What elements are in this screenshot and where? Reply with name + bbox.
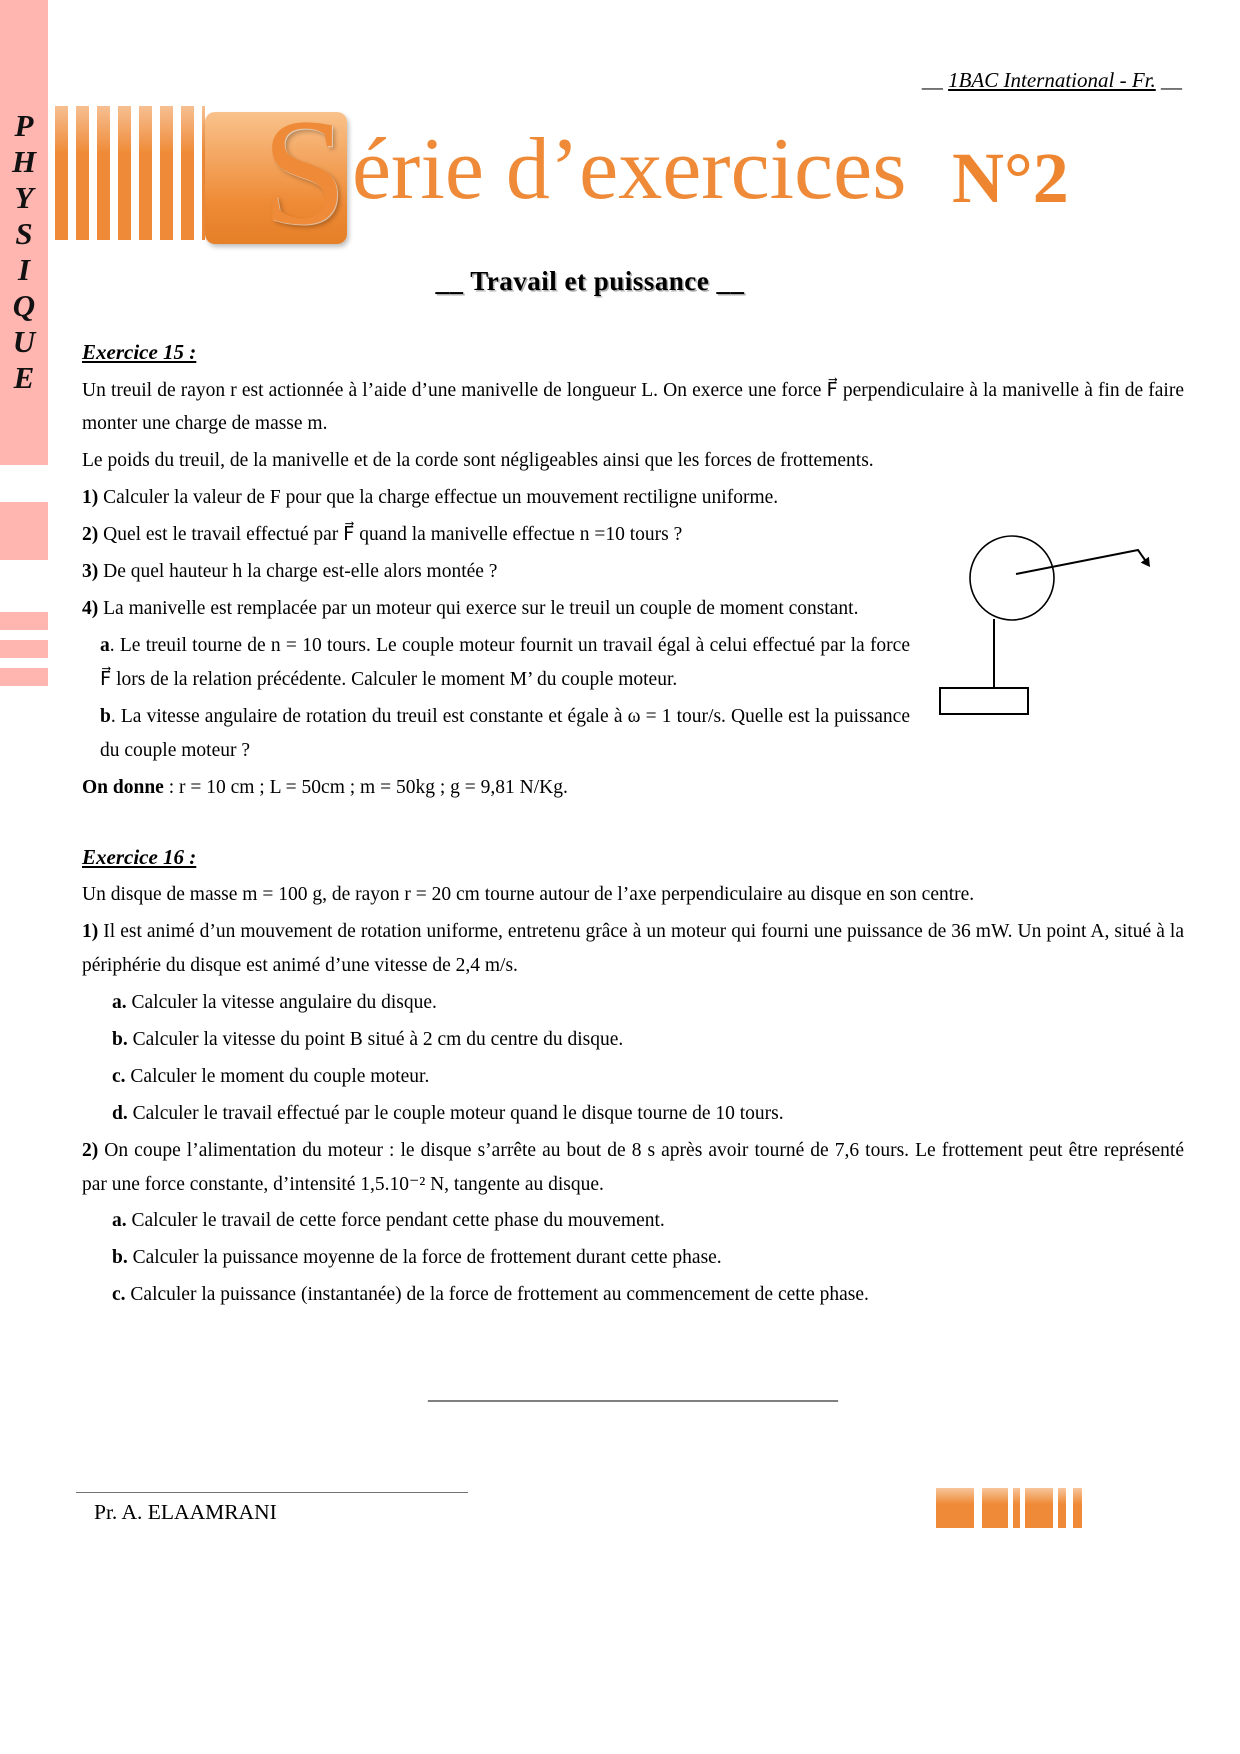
given-data-line (82, 771, 1184, 805)
question-subitem (82, 1241, 1184, 1275)
crank-handle-line (1016, 550, 1145, 574)
item-text: De quel hauteur h la charge est-elle alors montée ? (98, 561, 498, 583)
title-series-number: N°2 (952, 138, 1069, 218)
question-subitem (82, 1278, 1184, 1312)
sidebar-letter: E (13, 360, 35, 395)
sidebar-letter: U (12, 324, 36, 359)
item-label: a (100, 634, 110, 656)
item-label: b (100, 705, 111, 727)
item-label: 2) (82, 1139, 99, 1161)
item-label: b. (112, 1247, 128, 1269)
item-label: 1) (82, 921, 99, 943)
sidebar-letter: H (11, 144, 37, 179)
item-label: a. (112, 1210, 127, 1232)
item-text: Calculer le travail de cette force pendant cette phase du mouvement. (126, 1210, 665, 1232)
item-text: On coupe l’alimentation du moteur : le disque s’arrête au bout de 8 s après avoir tourné de 7,6 tours. Le frottement peut être représenté par une force constante, d’intensité 1,5.10⁻² N, tangente au disque. (82, 1139, 1184, 1195)
force-arrowhead (1141, 557, 1150, 567)
sidebar-pink-block (0, 502, 48, 560)
question-subitem (82, 986, 1184, 1020)
item-label: On donne (82, 776, 164, 798)
main-content (82, 334, 1184, 1411)
footer (76, 1492, 468, 1525)
paragraph: Un treuil de rayon r est actionnée à l’aide d’une manivelle de longueur L. On exerce une force F⃗ perpendiculaire à la manivelle à fin de faire monter une charge de masse m. (82, 379, 1184, 435)
sidebar-letter: Q (12, 288, 36, 323)
item-label: d. (112, 1102, 128, 1124)
item-label: 4) (82, 598, 99, 620)
decorative-orange-bars-top (55, 106, 205, 240)
item-text: : r = 10 cm ; L = 50cm ; m = 50kg ; g = 9,81 N/Kg. (163, 776, 568, 798)
separator-line: _________________________________________ (428, 1382, 838, 1405)
load-rectangle (940, 688, 1028, 714)
item-label: c. (112, 1284, 126, 1306)
item-text: Quel est le travail effectué par F⃗ quand la manivelle effectue n =10 tours ? (98, 524, 683, 546)
item-label: 1) (82, 487, 99, 509)
item-text: . Le treuil tourne de n = 10 tours. Le couple moteur fournit un travail égal à celui effectué par la force F⃗ lors de la relation précédente. Calculer le moment M’ du couple moteur. (100, 634, 910, 690)
item-text: Calculer le moment du couple moteur. (125, 1065, 430, 1087)
item-label: 2) (82, 524, 99, 546)
winch-diagram-svg (932, 522, 1184, 730)
header-underscore-right: __ (1155, 68, 1182, 92)
question-subitem (82, 1060, 1184, 1094)
paragraph: Le poids du treuil, de la manivelle et de la corde sont négligeables ainsi que les forces de frottements. (82, 450, 874, 472)
item-label: c. (112, 1065, 126, 1087)
header-class-text: 1BAC International - Fr. (948, 68, 1156, 92)
item-text: Il est animé d’un mouvement de rotation uniforme, entretenu grâce à un moteur qui fourni une puissance de 36 mW. Un point A, situé à la périphérie du disque est animé d’une vitesse de 2,4 m/s. (82, 921, 1184, 976)
exercise-15-heading: Exercice 15 : (82, 340, 197, 364)
item-text: La manivelle est remplacée par un moteur qui exerce sur le treuil un couple de moment constant. (98, 598, 859, 620)
question-item (82, 1134, 1184, 1202)
exercise-15-section (82, 334, 1184, 805)
exercise-16-section (82, 839, 1184, 1313)
sidebar-letter: P (14, 108, 34, 143)
exercise-16-heading: Exercice 16 : (82, 844, 197, 869)
winch-drum-circle (970, 536, 1054, 620)
question-subitem (82, 1023, 1184, 1057)
question-item (82, 915, 1184, 983)
footer-author: Pr. A. ELAAMRANI (94, 1500, 277, 1524)
sidebar-letter: S (15, 216, 33, 251)
item-text: Calculer la vitesse angulaire du disque. (126, 991, 437, 1013)
question-subitem (82, 1204, 1184, 1238)
item-text: Calculer la valeur de F pour que la charge effectue un mouvement rectiligne uniforme. (98, 487, 779, 509)
item-text: Calculer le travail effectué par le couple moteur quand le disque tourne de 10 tours. (127, 1102, 784, 1124)
item-text: . La vitesse angulaire de rotation du treuil est constante et égale à ω = 1 tour/s. Quelle est la puissance du couple moteur ? (100, 705, 910, 761)
item-text: Calculer la puissance (instantanée) de la force de frottement au commencement de cette phase. (125, 1284, 869, 1306)
question-item (82, 481, 1184, 515)
header-class-annotation (922, 68, 1182, 93)
paragraph: Un disque de masse m = 100 g, de rayon r = 20 cm tourne autour de l’axe perpendiculaire au disque en son centre. (82, 884, 975, 906)
item-label: 3) (82, 561, 99, 583)
winch-diagram (932, 522, 1184, 730)
title-initial-letter: S (262, 88, 347, 256)
footer-rule (76, 1492, 468, 1493)
page-subtitle: __ Travail et puissance __ (435, 266, 745, 296)
item-label: b. (112, 1028, 128, 1050)
sidebar-letter: I (17, 252, 31, 287)
decorative-orange-bars-bottom (936, 1488, 1082, 1528)
question-subitem (82, 1097, 1184, 1131)
item-text: Calculer la vitesse du point B situé à 2 cm du centre du disque. (127, 1028, 624, 1050)
vertical-physique-label (0, 108, 48, 396)
item-label: a. (112, 991, 127, 1013)
sidebar-letter: Y (14, 180, 34, 215)
header-underscore-left: __ (921, 68, 949, 92)
page-title: érie d’exercices (352, 121, 907, 218)
sidebar-pink-stripes (0, 612, 48, 690)
item-text: Calculer la puissance moyenne de la force de frottement durant cette phase. (127, 1247, 722, 1269)
